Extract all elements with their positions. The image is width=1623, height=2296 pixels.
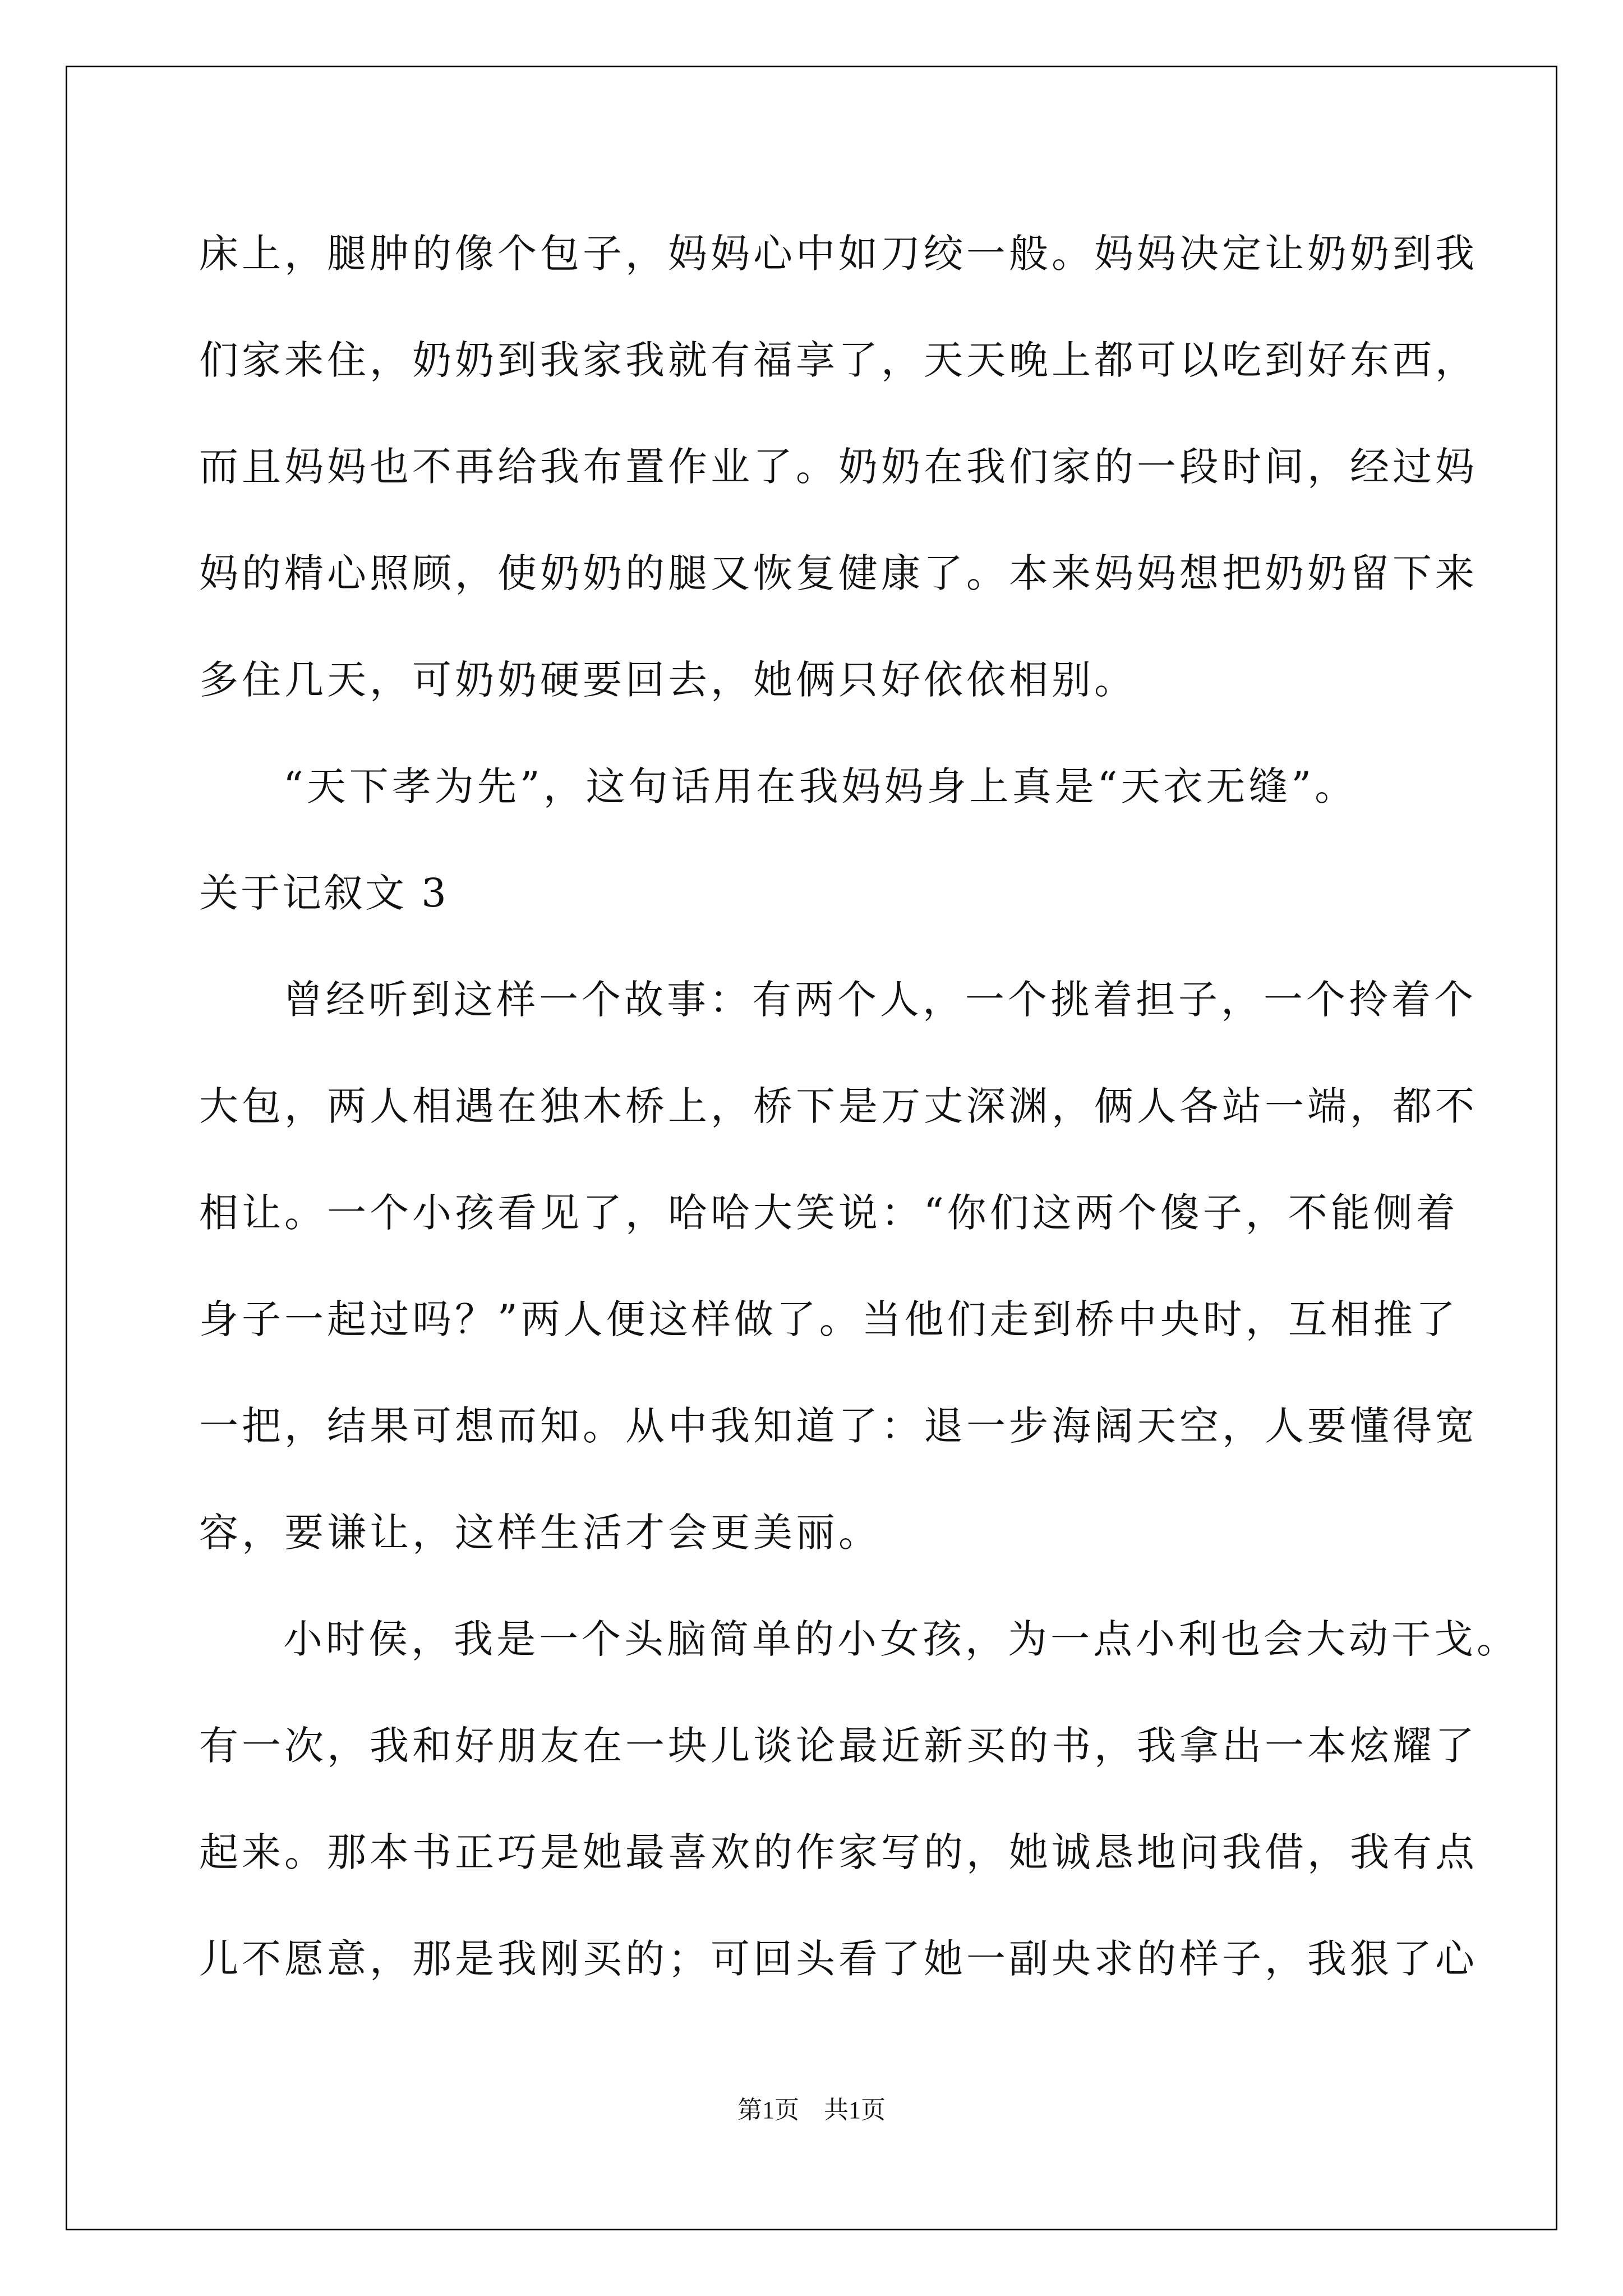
text-line-15: 有一次，我和好朋友在一块儿谈论最近新买的书，我拿出一本炫耀了	[199, 1723, 1478, 1769]
text-line-11: 身子一起过吗？”两人便这样做了。当他们走到桥中央时，互相推了	[199, 1296, 1459, 1342]
text-line-4: 妈的精心照顾，使奶奶的腿又恢复健康了。本来妈妈想把奶奶留下来	[199, 550, 1478, 596]
page-border	[66, 66, 1557, 2230]
text-line-10: 相让。一个小孩看见了，哈哈大笑说：“你们这两个傻子，不能侧着	[199, 1190, 1459, 1236]
text-line-12: 一把，结果可想而知。从中我知道了：退一步海阔天空，人要懂得宽	[199, 1403, 1478, 1449]
page-footer: 第1页 共1页	[737, 2096, 886, 2124]
text-line-14: 小时侯，我是一个头脑简单的小女孩，为一点小利也会大动干戈。	[283, 1616, 1519, 1662]
text-line-8: 曾经听到这样一个故事：有两个人，一个挑着担子，一个拎着个	[283, 977, 1477, 1023]
text-line-13: 容，要谦让，这样生活才会更美丽。	[199, 1510, 881, 1556]
text-line-6: “天下孝为先”，这句话用在我妈妈身上真是“天衣无缝”。	[283, 763, 1358, 809]
text-line-5: 多住几天，可奶奶硬要回去，她俩只好依依相别。	[199, 657, 1137, 703]
text-line-17: 儿不愿意，那是我刚买的；可回头看了她一副央求的样子，我狠了心	[199, 1936, 1478, 1982]
text-line-2: 们家来住，奶奶到我家我就有福享了，天天晚上都可以吃到好东西，	[199, 337, 1478, 383]
text-line-1: 床上，腿肿的像个包子，妈妈心中如刀绞一般。妈妈决定让奶奶到我	[199, 231, 1478, 277]
text-line-3: 而且妈妈也不再给我布置作业了。奶奶在我们家的一段时间，经过妈	[199, 444, 1478, 490]
text-line-9: 大包，两人相遇在独木桥上，桥下是万丈深渊，俩人各站一端，都不	[199, 1083, 1478, 1129]
section-heading: 关于记叙文 3	[199, 870, 449, 916]
text-line-16: 起来。那本书正巧是她最喜欢的作家写的，她诚恳地问我借，我有点	[199, 1829, 1478, 1875]
